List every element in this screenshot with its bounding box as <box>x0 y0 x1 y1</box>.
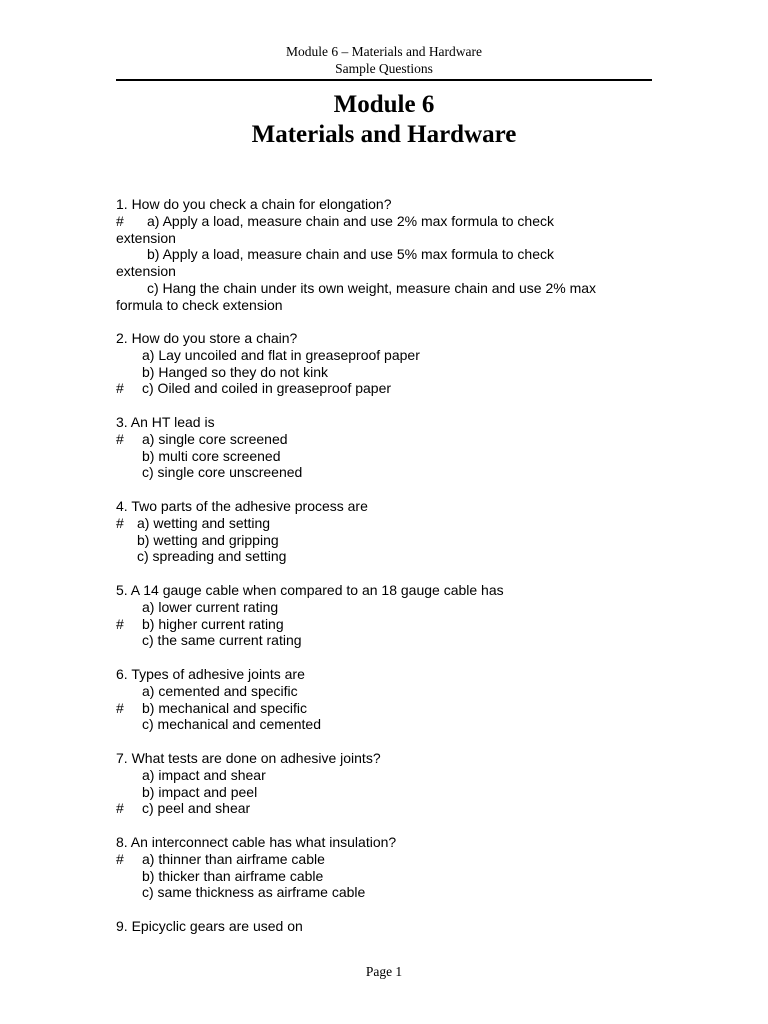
answer-text: b) multi core screened <box>142 447 281 464</box>
answer-text: c) peel and shear <box>142 800 251 817</box>
question-6 <box>116 666 656 733</box>
answer-text: a) wetting and setting <box>137 514 271 531</box>
answer-option <box>116 548 656 565</box>
answer-text: b) higher current rating <box>142 615 284 632</box>
question-text: 6. Types of adhesive joints are <box>116 666 305 682</box>
answer-text: b) Hanged so they do not kink <box>142 363 329 380</box>
answer-option <box>116 246 656 263</box>
answer-option <box>116 431 656 448</box>
answer-text: b) Apply a load, measure chain and use 5% max formula to check <box>147 246 554 263</box>
answer-option <box>116 851 656 868</box>
answer-option <box>116 599 656 616</box>
header-rule <box>116 79 652 81</box>
answer-text: a) thinner than airframe cable <box>142 850 325 867</box>
question-3 <box>116 414 656 481</box>
question-5 <box>116 582 656 649</box>
answer-option <box>116 515 656 532</box>
question-1 <box>116 196 656 314</box>
page-number: Page 1 <box>365 964 403 979</box>
answer-text: c) mechanical and cemented <box>142 716 321 733</box>
question-text: 5. A 14 gauge cable when compared to an 18 gauge cable has <box>116 582 504 598</box>
question-4 <box>116 498 656 565</box>
answer-text: c) single core unscreened <box>142 464 303 481</box>
answer-text: c) Oiled and coiled in greaseproof paper <box>142 380 392 397</box>
answer-text: b) wetting and gripping <box>137 531 279 548</box>
header-subtitle: Sample Questions <box>335 61 433 76</box>
question-text: 9. Epicyclic gears are used on <box>116 918 303 934</box>
answer-text-continued: extension <box>116 263 176 280</box>
correct-answer-mark: # <box>116 800 124 817</box>
correct-answer-mark: # <box>116 514 124 531</box>
answer-option <box>116 700 656 717</box>
question-text: 3. An HT lead is <box>116 414 215 430</box>
answer-option <box>116 616 656 633</box>
correct-answer-mark: # <box>116 380 124 397</box>
answer-option <box>116 767 656 784</box>
answer-option <box>116 868 656 885</box>
question-text: 8. An interconnect cable has what insulation? <box>116 834 397 850</box>
answer-text: c) same thickness as airframe cable <box>142 884 366 901</box>
question-text: 1. How do you check a chain for elongation? <box>116 196 392 212</box>
correct-answer-mark: # <box>116 850 124 867</box>
answer-option <box>116 800 656 817</box>
answer-option <box>116 683 656 700</box>
question-8 <box>116 834 656 901</box>
header-title: Module 6 – Materials and Hardware <box>285 44 483 59</box>
answer-text: b) thicker than airframe cable <box>142 867 324 884</box>
question-7 <box>116 750 656 817</box>
question-2 <box>116 330 656 397</box>
correct-answer-mark: # <box>116 615 124 632</box>
answer-text: c) Hang the chain under its own weight, measure chain and use 2% max <box>147 279 597 296</box>
answer-text: b) impact and peel <box>142 783 258 800</box>
answer-option <box>116 716 656 733</box>
answer-text: a) Lay uncoiled and flat in greaseproof paper <box>142 346 420 363</box>
answer-option <box>116 784 656 801</box>
answer-text: b) mechanical and specific <box>142 699 307 716</box>
answer-option <box>116 448 656 465</box>
answer-option <box>116 380 656 397</box>
correct-answer-mark: # <box>116 430 124 447</box>
answer-option <box>116 532 656 549</box>
correct-answer-mark: # <box>116 699 124 716</box>
answer-option <box>116 347 656 364</box>
answer-option <box>116 213 656 230</box>
answer-option <box>116 632 656 649</box>
answer-text-continued: formula to check extension <box>116 296 283 313</box>
answer-text: c) the same current rating <box>142 632 302 649</box>
answer-text: a) single core screened <box>142 430 288 447</box>
answer-text: a) Apply a load, measure chain and use 2% max formula to check <box>147 212 554 229</box>
question-text: 4. Two parts of the adhesive process are <box>116 498 368 514</box>
page-title: Module 6 <box>333 91 435 118</box>
question-text: 7. What tests are done on adhesive joints? <box>116 750 381 766</box>
answer-option <box>116 884 656 901</box>
question-9 <box>116 918 656 935</box>
answer-text: a) impact and shear <box>142 766 266 783</box>
answer-option <box>116 464 656 481</box>
correct-answer-mark: # <box>116 212 124 229</box>
answer-text: a) lower current rating <box>142 598 279 615</box>
page-subtitle: Materials and Hardware <box>251 121 517 148</box>
question-text: 2. How do you store a chain? <box>116 330 298 346</box>
answer-text: c) spreading and setting <box>137 548 287 565</box>
answer-option <box>116 364 656 381</box>
answer-text-continued: extension <box>116 229 176 246</box>
answer-option <box>116 280 656 297</box>
answer-text: a) cemented and specific <box>142 682 298 699</box>
